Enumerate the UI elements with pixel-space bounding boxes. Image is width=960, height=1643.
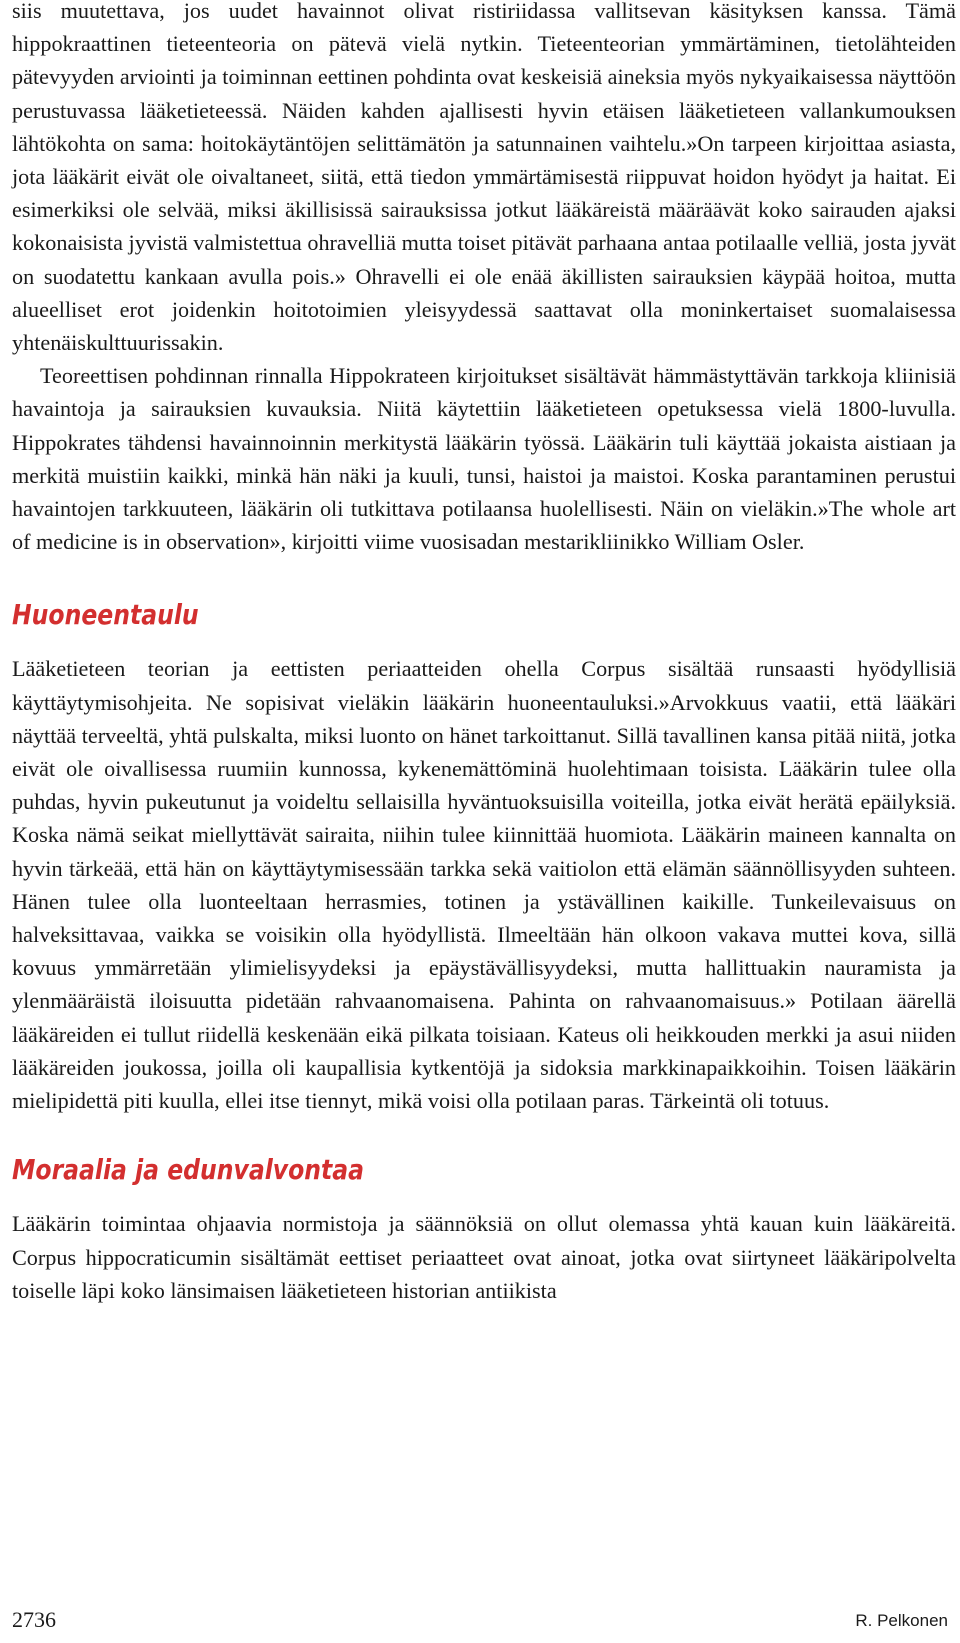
author-name: R. Pelkonen — [855, 1611, 948, 1630]
section-heading-moraalia: Moraalia ja edunvalvontaa — [12, 1153, 364, 1187]
paragraph-4: Lääkärin toimintaa ohjaavia normistoja ja säännöksiä on ollut olemassa yhtä kauan kuin lääkäreitä. Corpus hippocraticumin sisältämät eettiset periaatteet ovat ainoat, jotka ovat siirtyneet lääkäripolvelta toiselle läpi koko länsimaisen lääketieteen historian antiikista — [12, 1211, 956, 1303]
paragraph-2: Teoreettisen pohdinnan rinnalla Hippokrateen kirjoitukset sisältävät hämmästyttävän tarkkoja kliinisiä havaintoja ja sairauksien kuvauksia. Niitä käytettiin lääketieteen opetuksessa vielä 1800-luvulla. Hippokrates tähdensi havainnoinnin merkitystä lääkärin työssä. Lääkärin tuli käyttää jokaista aistiaan ja merkitä muistiin kaikki, minkä hän näki ja kuuli, tunsi, haistoi ja maistoi. Koska parantaminen perustui havaintojen tarkkuuteen, lääkärin oli tutkittava potilaansa huolellisesti. Näin on vieläkin.»The whole art of medicine is in observation», kirjoitti viime vuosisadan mestarikliinikko William Osler. — [12, 363, 956, 555]
page-footer — [12, 1603, 948, 1633]
page-number: 2736 — [12, 1607, 56, 1632]
paragraph-3: Lääketieteen teorian ja eettisten periaatteiden ohella Corpus sisältää runsaasti hyödyllisiä käyttäytymisohjeita. Ne sopisivat vieläkin lääkärin huoneentauluksi.»Arvokkuus vaatii, että lääkäri näyttää terveeltä, yhtä pulskalta, miksi luonto on hänet tarkoittanut. Sillä tavallinen kansa pitää niitä, jotka eivät ole oivallisessa ruumiin kunnossa, kykenemättöminä huolehtimaan toisista. Lääkärin tulee olla puhdas, hyvin pukeutunut ja voideltu sellaisilla hyväntuoksuisilla voiteilla, jotka eivät herätä epäilyksiä. Koska nämä seikat miellyttävät sairaita, niihin tulee kiinnittää huomiota. Lääkärin maineen kannalta on hyvin tärkeää, että hän on käyttäytymisessään tarkka sekä vaitiolon että elämän säännöllisyyden suhteen. Hänen tulee olla luonteeltaan herrasmies, totinen ja ystävällinen kaikille. Tunkeilevaisuus on halveksittavaa, vaikka se voisikin olla hyödyllistä. Ilmeeltään hän olkoon vakava muttei kova, sillä kovuus ymmärretään ylimielisyydeksi ja epäystävällisyydeksi, mutta hallittuakin nauramista ja ylenmääräistä iloisuutta pidetään rahvaanomaisena. Pahinta on rahvaanomaisuus.» Potilaan äärellä lääkäreiden ei tullut riidellä keskenään eikä pilkata toisiaan. Kateus oli heikkouden merkki ja asui niiden lääkäreiden joukossa, joilla oli kaupallisia kytkentöjä ja sidoksia markkinapaikkoihin. Toisen lääkärin mielipidettä piti kuulla, ellei itse tiennyt, mikä voisi olla potilaan paras. Tärkeintä oli totuus. — [12, 656, 956, 1114]
section-heading-huoneentaulu: Huoneentaulu — [12, 598, 199, 632]
article-body — [12, 0, 956, 1307]
paragraph-1: siis muutettava, jos uudet havainnot olivat ristiriidassa vallitsevan käsityksen kanssa. Tämä hippokraattinen tieteenteoria on pätevä vielä nytkin. Tieteenteorian ymmärtäminen, tietolähteiden pätevyyden arviointi ja toiminnan eettinen pohdinta ovat keskeisiä aineksia myös nykyaikaisessa näyttöön perustuvassa lääketieteessä. Näiden kahden ajallisesti hyvin etäisen lääketieteen vallankumouksen lähtökohta on sama: hoitokäytäntöjen selittämätön ja satunnainen vaihtelu.»On tarpeen kirjoittaa asiasta, jota lääkärit eivät ole oivaltaneet, siitä, että tiedon ymmärtämisestä riippuvat hoidon hyödyt ja haitat. Ei esimerkiksi ole selvää, miksi äkillisissä sairauksissa jotkut lääkäreistä määräävät koko sairauden ajaksi kokonaisista jyvistä valmistettua ohravelliä mutta toiset pitävät parhaana antaa potilaalle velliä, josta jyvät on suodatettu kankaan avulla pois.» Ohravelli ei ole enää äkillisten sairauksien käypää hoitoa, mutta alueelliset erot joidenkin hoitotoimien yleisyydessä saattavat olla moninkertaiset suomalaisessa yhtenäiskulttuurissakin. — [12, 0, 956, 356]
